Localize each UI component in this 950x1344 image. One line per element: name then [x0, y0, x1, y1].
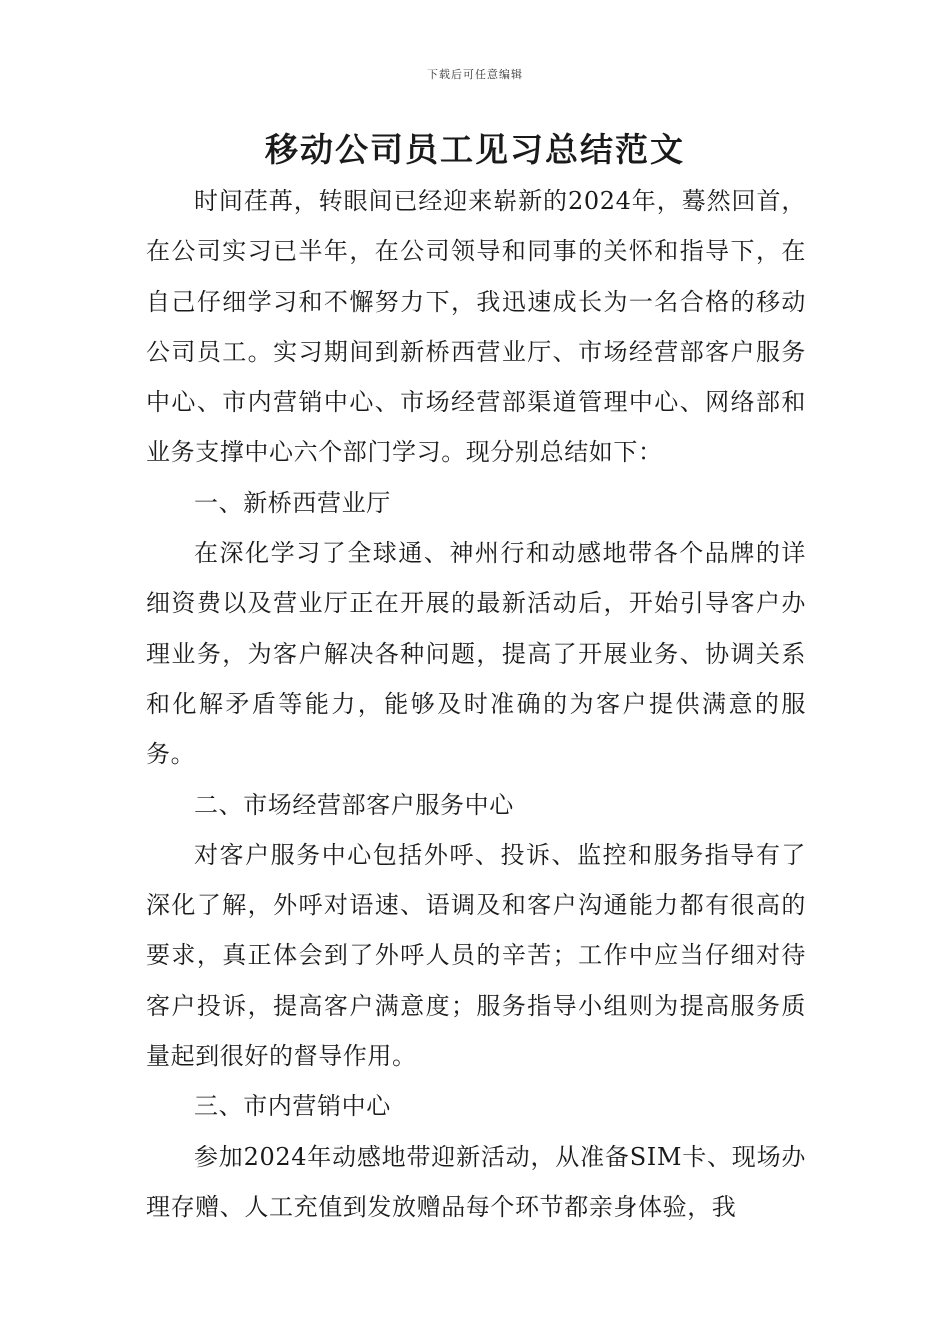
paragraph-section-1: 在深化学习了全球通、神州行和动感地带各个品牌的详细资费以及营业厅正在开展的最新活动后，开始引导客户办理业务，为客户解决各种问题，提高了开展业务、协调关系和化解矛盾等能力，能够及时准确的为客户提供满意的服务。	[146, 539, 806, 769]
section-heading-3: 三、市内营销中心	[194, 1092, 391, 1121]
document-body	[146, 176, 806, 1232]
section-heading-1: 一、新桥西营业厅	[194, 488, 391, 517]
paragraph-intro: 时间荏苒，转眼间已经迎来崭新的2024年，蓦然回首，在公司实习已半年，在公司领导和同事的关怀和指导下，在自己仔细学习和不懈努力下，我迅速成长为一名合格的移动公司员工。实习期间到新桥西营业厅、市场经营部客户服务中心、市内营销中心、市场经营部渠道管理中心、网络部和业务支撑中心六个部门学习。现分别总结如下：	[146, 187, 806, 467]
section-heading-2: 二、市场经营部客户服务中心	[194, 790, 514, 819]
page-header-note: 下载后可任意编辑	[427, 68, 523, 81]
paragraph-section-3: 参加2024年动感地带迎新活动，从准备SIM卡、现场办理存赠、人工充值到发放赠品每个环节都亲身体验，我	[146, 1142, 806, 1221]
document-title: 移动公司员工见习总结范文	[265, 130, 685, 169]
paragraph-section-2: 对客户服务中心包括外呼、投诉、监控和服务指导有了深化了解，外呼对语速、语调及和客户沟通能力都有很高的要求，真正体会到了外呼人员的辛苦；工作中应当仔细对待客户投诉，提高客户满意度；服务指导小组则为提高服务质量起到很好的督导作用。	[146, 840, 806, 1071]
